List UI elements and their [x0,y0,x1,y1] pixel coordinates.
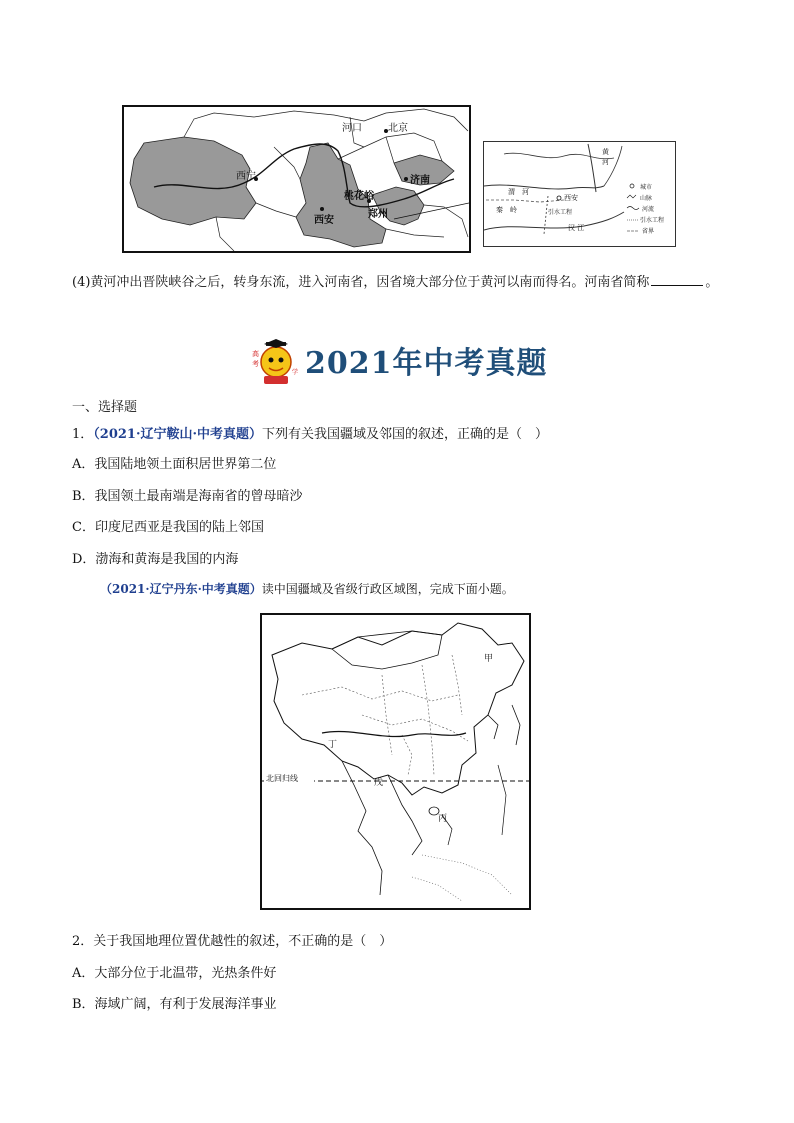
question-1-source: （2021·辽宁鞍山·中考真题） [93,427,263,442]
china-territory-map-svg [262,615,529,908]
label-inset-xian: 西安 [564,194,578,202]
question-2-stem: 关于我国地理位置优越性的叙述，不正确的是（ ） [93,934,393,949]
label-zhengzhou: 郑州 [368,209,388,220]
question-2 [72,930,392,949]
question-1-option-d[interactable]: D．渤海和黄海是我国的内海 [72,552,239,567]
label-weihe: 渭 河 [508,188,529,196]
svg-text:考: 考 [252,360,259,368]
label-hekou: 河口 [342,123,362,134]
label-qinling: 秦 岭 [496,206,517,214]
question-1-option-c[interactable]: C．印度尼西亚是我国的陆上邻国 [72,520,264,535]
svg-text:学: 学 [292,369,299,376]
legend-mountain: 山脉 [640,195,653,202]
question-4 [72,271,718,290]
label-yinshui: 引水工程 [548,209,573,216]
label-huanghe: 黄 [602,148,609,156]
mascot-logo-icon [250,338,302,386]
question-2-number: 2． [72,934,94,949]
question-1-stem: 下列有关我国疆域及邻国的叙述，正确的是（ ） [262,427,549,442]
label-wu: 戊 [374,778,384,788]
legend-river: 河流 [642,206,655,213]
question-1-option-a[interactable]: A．我国陆地领土面积居世界第二位 [72,457,277,472]
question-1-number: 1． [72,427,94,442]
question-1-option-b[interactable]: B．我国领土最南端是海南省的曾母暗沙 [72,489,303,504]
china-territory-map [260,613,531,910]
page-title: 2021年中考真题 [305,346,548,381]
question-4-text: (4)黄河冲出晋陕峡谷之后，转身东流，进入河南省，因省境大部分位于黄河以南而得名。河南省简称 [72,275,650,290]
label-jinan: 济南 [410,175,430,186]
answer-blank[interactable] [651,285,703,286]
label-bing: 丙 [438,814,448,824]
legend-water-project: 引水工程 [640,217,665,224]
map-intro-text: 读中国疆域及省级行政区域图，完成下面小题。 [261,582,514,596]
yellow-river-map-svg [124,107,469,251]
svg-text:高: 高 [252,350,259,358]
label-taohuayu: 桃花峪 [344,191,374,202]
label-huanghe-2: 河 [602,158,609,166]
legend-border: 省界 [642,228,655,235]
inset-map [483,141,676,247]
label-hanjiang: 汉 江 [568,224,585,232]
label-beijing: 北京 [388,123,408,134]
label-ding: 丁 [328,740,338,750]
label-xining: 西宁 [236,171,256,182]
label-xian: 西安 [314,215,334,226]
section-label: 一、选择题 [72,400,138,415]
legend-city: 城市 [640,184,653,191]
inset-map-svg [484,142,675,246]
question-2-option-a[interactable]: A．大部分位于北温带，光热条件好 [72,966,277,981]
label-tropic-of-cancer: 北回归线 [266,774,298,783]
yellow-river-map [122,105,471,253]
map-intro-source: （2021·辽宁丹东·中考真题） [100,582,262,596]
map-intro [100,580,514,597]
question-1 [72,423,548,442]
question-4-end: 。 [705,275,719,290]
question-2-option-b[interactable]: B．海域广阔，有利于发展海洋事业 [72,997,277,1012]
label-jia: 甲 [484,654,494,664]
